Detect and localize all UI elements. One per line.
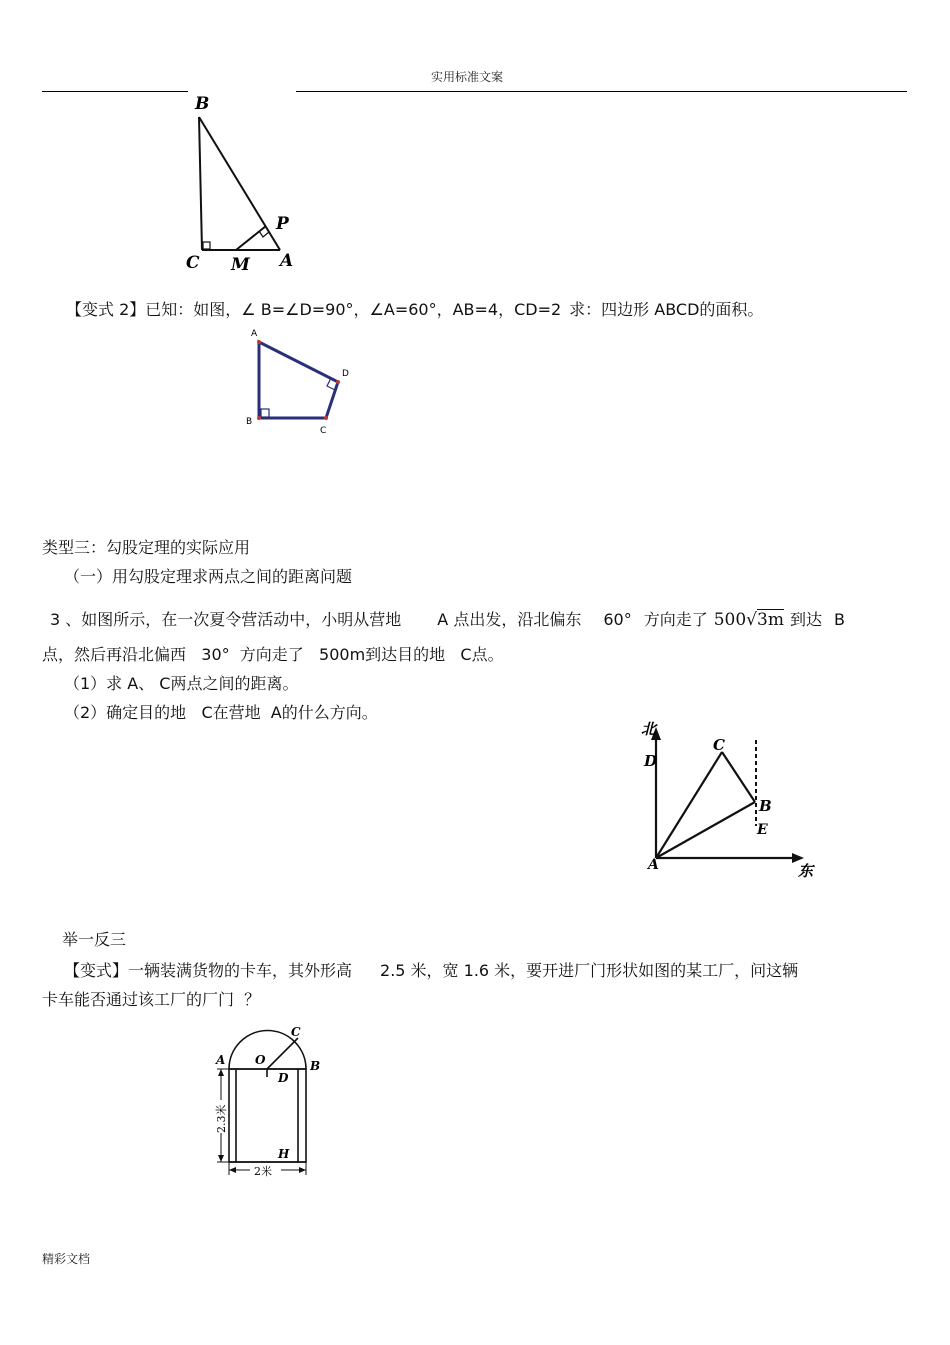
fig4-label-C: C [291,1025,301,1039]
practice-line1-b: 2.5 米，宽 1.6 米，要开进厂门形状如图的某工厂，问这辆 [380,961,799,980]
section3-title: 类型三：勾股定理的实际应用 [42,538,251,557]
fig3-label-C: C [713,736,725,754]
practice-title: 举一反三 [62,930,127,949]
fig3-label-A: A [648,857,659,873]
fig2-label-D: D [342,369,349,379]
section3-subtitle: （一）用勾股定理求两点之间的距离问题 [64,567,353,586]
problem3-question1: （1）求 A、 C两点之间的距离。 [64,674,299,693]
fig4-width-label: 2米 [254,1165,272,1178]
sqrt-sign: √ [746,610,757,630]
problem3-line1-f: B [833,610,845,629]
fig4-label-A: A [216,1053,226,1067]
practice-line2: 卡车能否通过该工厂的厂门 ？ [42,990,261,1009]
fig3-label-D: D [644,752,658,770]
fig1-label-A: A [280,251,294,271]
page-header-title: 实用标准文案 [431,70,504,84]
fig3-label-east: 东 [798,862,814,880]
problem3-line1-b: A 点出发，沿北偏东 [437,610,582,629]
fig4-height-label: 2.3米 [215,1104,228,1133]
problem3-line1-d: 方向走了 [643,610,708,629]
practice-line1-a: 【变式】一辆装满货物的卡车，其外形高 [64,961,353,980]
distance-radicand: 3 [757,610,768,630]
variant2-question: 求：四边形 ABCD的面积。 [569,300,764,319]
fig1-label-P: P [276,214,289,234]
fig4-label-O: O [255,1053,266,1067]
fig1-label-M: M [231,255,250,275]
fig1-label-C: C [186,253,200,273]
problem3-line2: 点，然后再沿北偏西 30° 方向走了 500m到达目的地 C点。 [42,645,504,664]
problem3-line1-e: 到达 [789,610,822,629]
fig4-label-B: B [310,1059,321,1073]
fig2-label-B: B [246,417,253,427]
fig2-label-A: A [251,329,258,339]
fig4-label-D: D [278,1071,289,1085]
fig1-label-B: B [195,94,210,114]
variant2-angles: ∠ B=∠D=90°，∠A=60°，AB=4，CD=2 [241,300,562,319]
fig2-label-C: C [320,426,327,436]
problem3-line1-c: 60° [603,610,632,629]
fig3-label-north: 北 [641,720,657,738]
fig3-label-B: B [759,797,772,815]
distance-number: 500 [713,610,747,630]
fig3-label-E: E [757,822,768,838]
page-footer: 精彩文档 [42,1252,91,1266]
problem3-question2: （2）确定目的地 C在营地 A的什么方向。 [64,703,378,722]
variant2-prefix: 【变式 2】已知：如图， [66,300,242,319]
problem3-line1-a: 3 、如图所示，在一次夏令营活动中，小明从营地 [50,610,402,629]
distance-unit: m [767,610,784,630]
fig4-label-H: H [278,1147,290,1161]
